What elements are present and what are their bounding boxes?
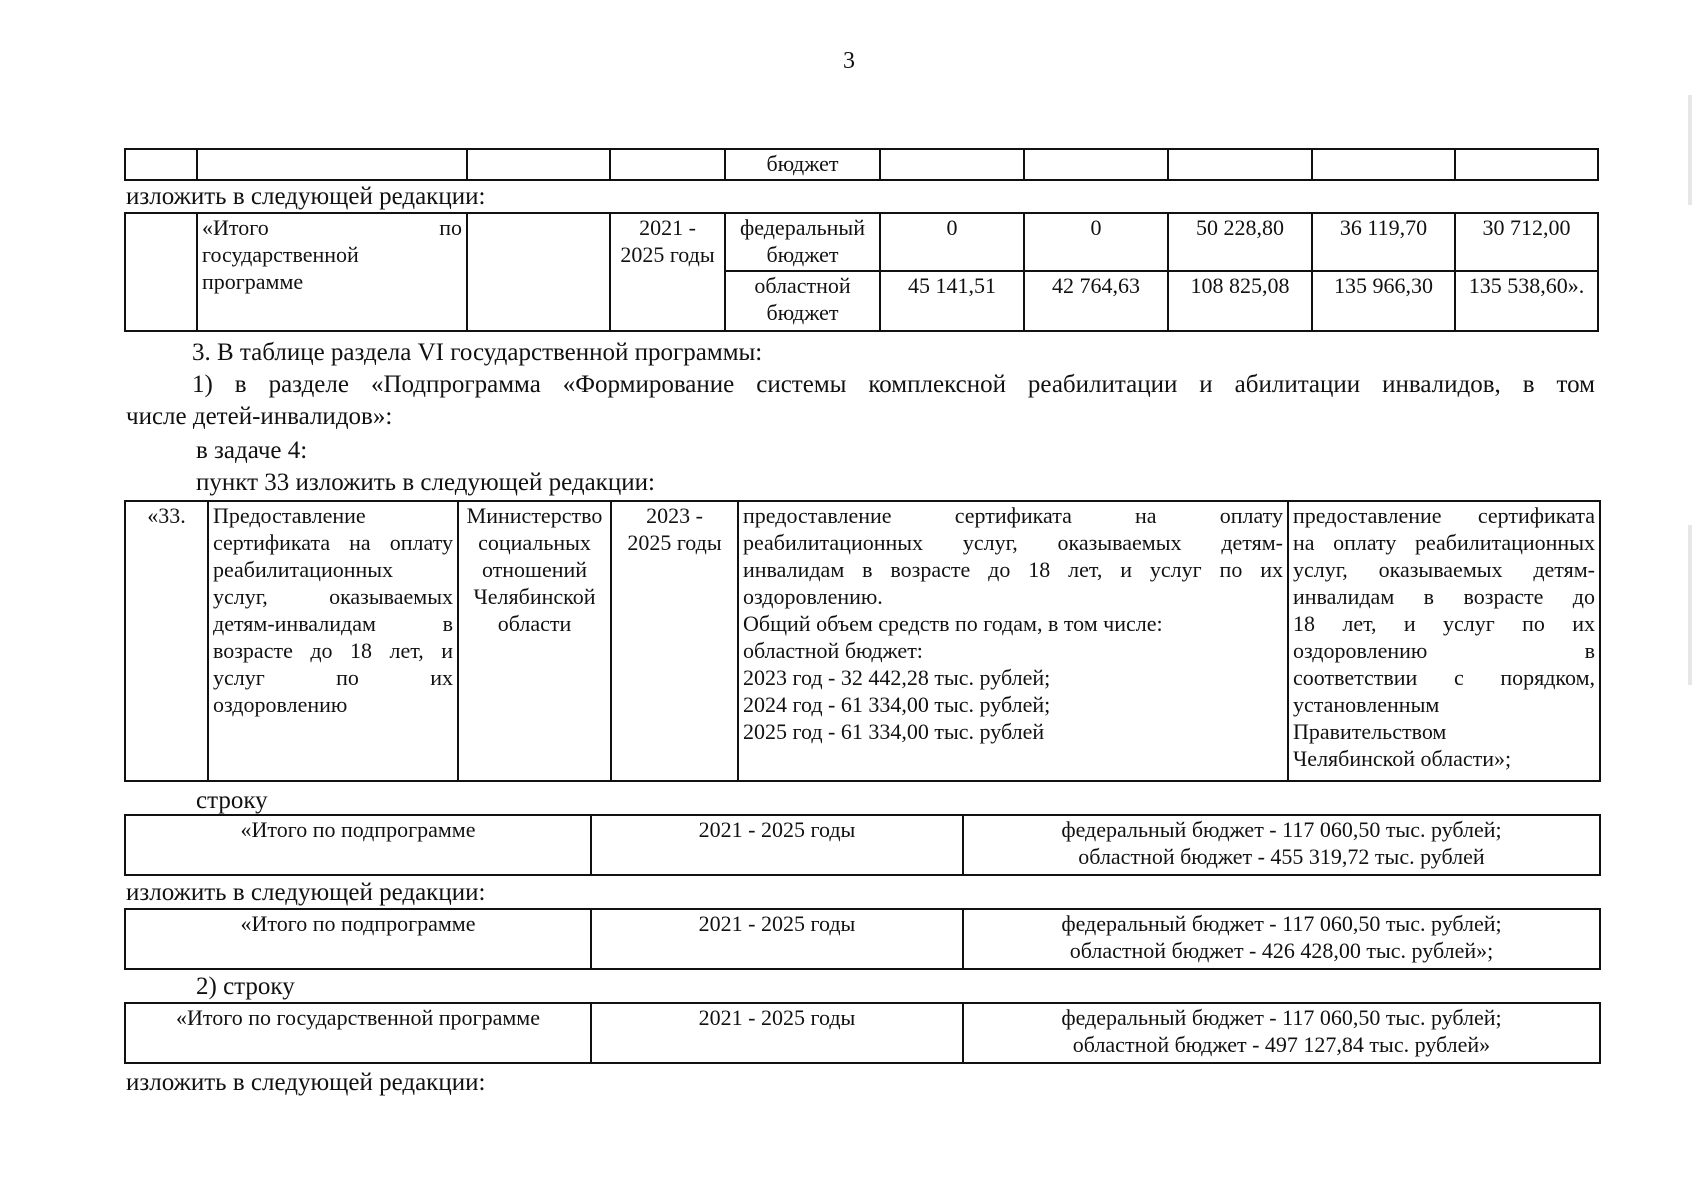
text-line: отношений [481,557,588,582]
cell [125,149,197,180]
text-line: сертификата на оплату [213,530,453,555]
text-line: инвалидам в возрасте до [1293,584,1595,609]
row-name: «Итого по государственной программе [125,1003,591,1063]
funding-cell [963,1003,1600,1063]
value-cell: 30 712,00 [1455,213,1598,271]
instruction-text: изложить в следующей редакции: [126,1069,486,1096]
cell [1312,149,1455,180]
text-line: областной бюджет - 426 428,00 тыс. рублей»; [1069,938,1494,963]
row-name: «Итого по подпрограмме [125,909,591,969]
period-cell: 2021 - 2025 годы [591,909,963,969]
cell [610,149,725,180]
value-cell: 50 228,80 [1168,213,1312,271]
text-line: Предоставление [213,503,366,528]
text-line: федеральный бюджет - 117 060,50 тыс. рублей; [1061,1005,1502,1030]
paragraph: числе детей-инвалидов»: [126,403,393,430]
table-subprogram-total-new [124,908,1601,970]
text-line: оздоровлению [213,692,348,717]
value-cell: 108 825,08 [1168,271,1312,331]
period-cell: 2021 - 2025 годы [610,213,725,331]
table-total-state-program [124,212,1599,332]
text-line: 18 лет, и услуг по их [1293,611,1595,636]
cell [467,149,610,180]
text-line: Общий объем средств по годам, в том числе: [743,611,1163,636]
executor-cell [458,501,611,781]
source-cell: федеральный бюджет [725,213,880,271]
text-line: 2025 год - 61 334,00 тыс. рублей [743,719,1045,744]
value-cell: 42 764,63 [1024,271,1168,331]
cell [1455,149,1598,180]
text-line: оздоровлению. [743,584,883,609]
text-line: областной бюджет - 455 319,72 тыс. рублей [1078,844,1485,869]
row-name: «Итого по подпрограмме [125,815,591,875]
table-state-program-total [124,1002,1601,1064]
text-line: 2023 год - 32 442,28 тыс. рублей; [743,665,1051,690]
text-line: услуг, оказываемых детям- [1293,557,1595,582]
instruction-text: изложить в следующей редакции: [126,879,486,906]
paragraph: строку [196,787,268,814]
total-label-part: государственной [202,242,359,267]
item-number: «33. [125,501,208,781]
text-line: Министерство [466,503,603,528]
paragraph: 2) строку [196,973,295,1000]
value-cell: 0 [880,213,1024,271]
funding-cell [963,815,1600,875]
cell [1168,149,1312,180]
text-line: областной бюджет - 497 127,84 тыс. рублей» [1072,1032,1491,1057]
text-line: Челябинской области»; [1293,746,1512,771]
total-label-part: программе [202,269,304,294]
paragraph: 1) в разделе «Подпрограмма «Формирование системы комплексной реабилитации и абилитации инвалидов, в том [192,371,1595,398]
value-cell: 135 538,60». [1455,271,1598,331]
text-line: социальных [478,530,591,555]
text-line: реабилитационных услуг, оказываемых детям- [743,530,1283,555]
paragraph: пункт 33 изложить в следующей редакции: [196,469,655,496]
cell [880,149,1024,180]
text-line: установленным [1293,692,1440,717]
text-line: возрасте до 18 лет, и [213,638,453,663]
page-number: 3 [843,48,855,74]
value-cell: 135 966,30 [1312,271,1455,331]
value-cell: 45 141,51 [880,271,1024,331]
text-line: на оплату реабилитационных [1293,530,1595,555]
result-cell [1288,501,1600,781]
text-line: инвалидам в возрасте до 18 лет, и услуг по их [743,557,1283,582]
text-line: соответствии с порядком, [1293,665,1595,690]
source-cell: областной бюджет [725,271,880,331]
table-subprogram-total-old [124,814,1601,876]
text-line: оздоровлению в [1293,638,1595,663]
period-cell: 2021 - 2025 годы [591,815,963,875]
period-cell: 2021 - 2025 годы [591,1003,963,1063]
text-line: услуг по их [213,665,453,690]
text-line: Челябинской [473,584,596,609]
funding-cell [963,909,1600,969]
value-cell: 0 [1024,213,1168,271]
instruction-text: изложить в следующей редакции: [126,183,486,210]
text-line: реабилитационных [213,557,394,582]
text-line: предоставление сертификата на оплату [743,503,1283,528]
text-line: федеральный бюджет - 117 060,50 тыс. рублей; [1061,911,1502,936]
text-line: 2024 год - 61 334,00 тыс. рублей; [743,692,1051,717]
budget-cell: бюджет [725,149,880,180]
total-label-cell [197,213,467,331]
funding-cell [738,501,1288,781]
text-line: Правительством [1293,719,1447,744]
cell [125,213,197,331]
text-line: предоставление сертификата [1293,503,1595,528]
text-line: федеральный бюджет - 117 060,50 тыс. рублей; [1061,817,1502,842]
event-cell [208,501,458,781]
text-line: областной бюджет: [743,638,923,663]
paragraph: 3. В таблице раздела VI государственной программы: [192,339,763,366]
table-item-33 [124,500,1601,782]
value-cell: 36 119,70 [1312,213,1455,271]
text-line: услуг, оказываемых [213,584,453,609]
paragraph: в задаче 4: [196,437,308,464]
scan-artifact [1688,525,1692,685]
scan-artifact [1688,95,1692,205]
cell [1024,149,1168,180]
total-label-part: «Итого [202,215,269,240]
text-line: детям-инвалидам в [213,611,453,636]
cell [467,213,610,331]
cell [197,149,467,180]
text-line: области [497,611,572,636]
total-label-part: по [439,215,462,240]
table-fragment-top [124,148,1599,181]
period-cell: 2023 - 2025 годы [611,501,738,781]
